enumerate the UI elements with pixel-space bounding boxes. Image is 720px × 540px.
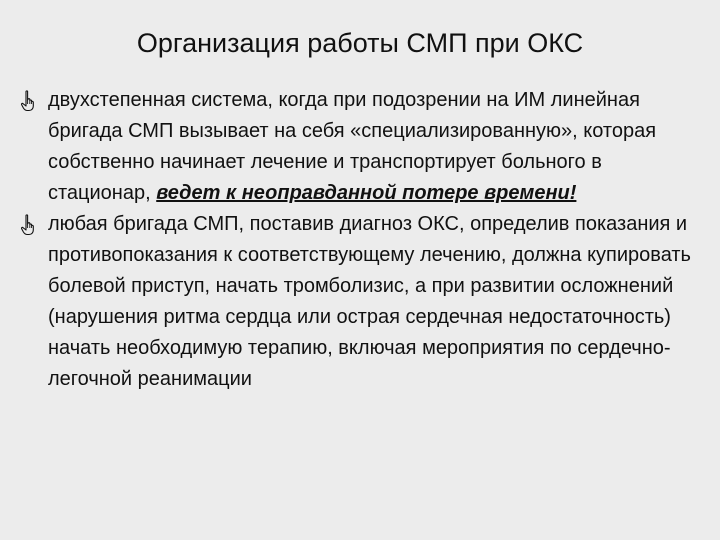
pointing-hand-icon bbox=[20, 214, 36, 236]
slide-title: Организация работы СМП при ОКС bbox=[136, 28, 584, 58]
bullet-item bbox=[20, 85, 700, 209]
bullet-text: двухстепенная система, когда при подозрении на ИМ линейная бригада СМП вызывает на себя «специализированную», которая собственно начинает лечение и транспортирует больного в стационар, bbox=[48, 89, 657, 204]
bullet-list bbox=[20, 85, 700, 395]
bullet-item bbox=[20, 209, 700, 395]
bullet-emphasis: ведет к неоправданной потере времени! bbox=[156, 182, 577, 204]
pointing-hand-icon bbox=[20, 90, 36, 112]
bullet-text: любая бригада СМП, поставив диагноз ОКС, определив показания и противопоказания к соответствующему лечению, должна купировать болевой приступ, начать тромболизис, а при развитии осложнений (нарушения ритма сердца или острая сердечная недостаточность) начать необходимую терапию, включая мероприятия по сердечно-легочной реанимации bbox=[48, 213, 691, 390]
